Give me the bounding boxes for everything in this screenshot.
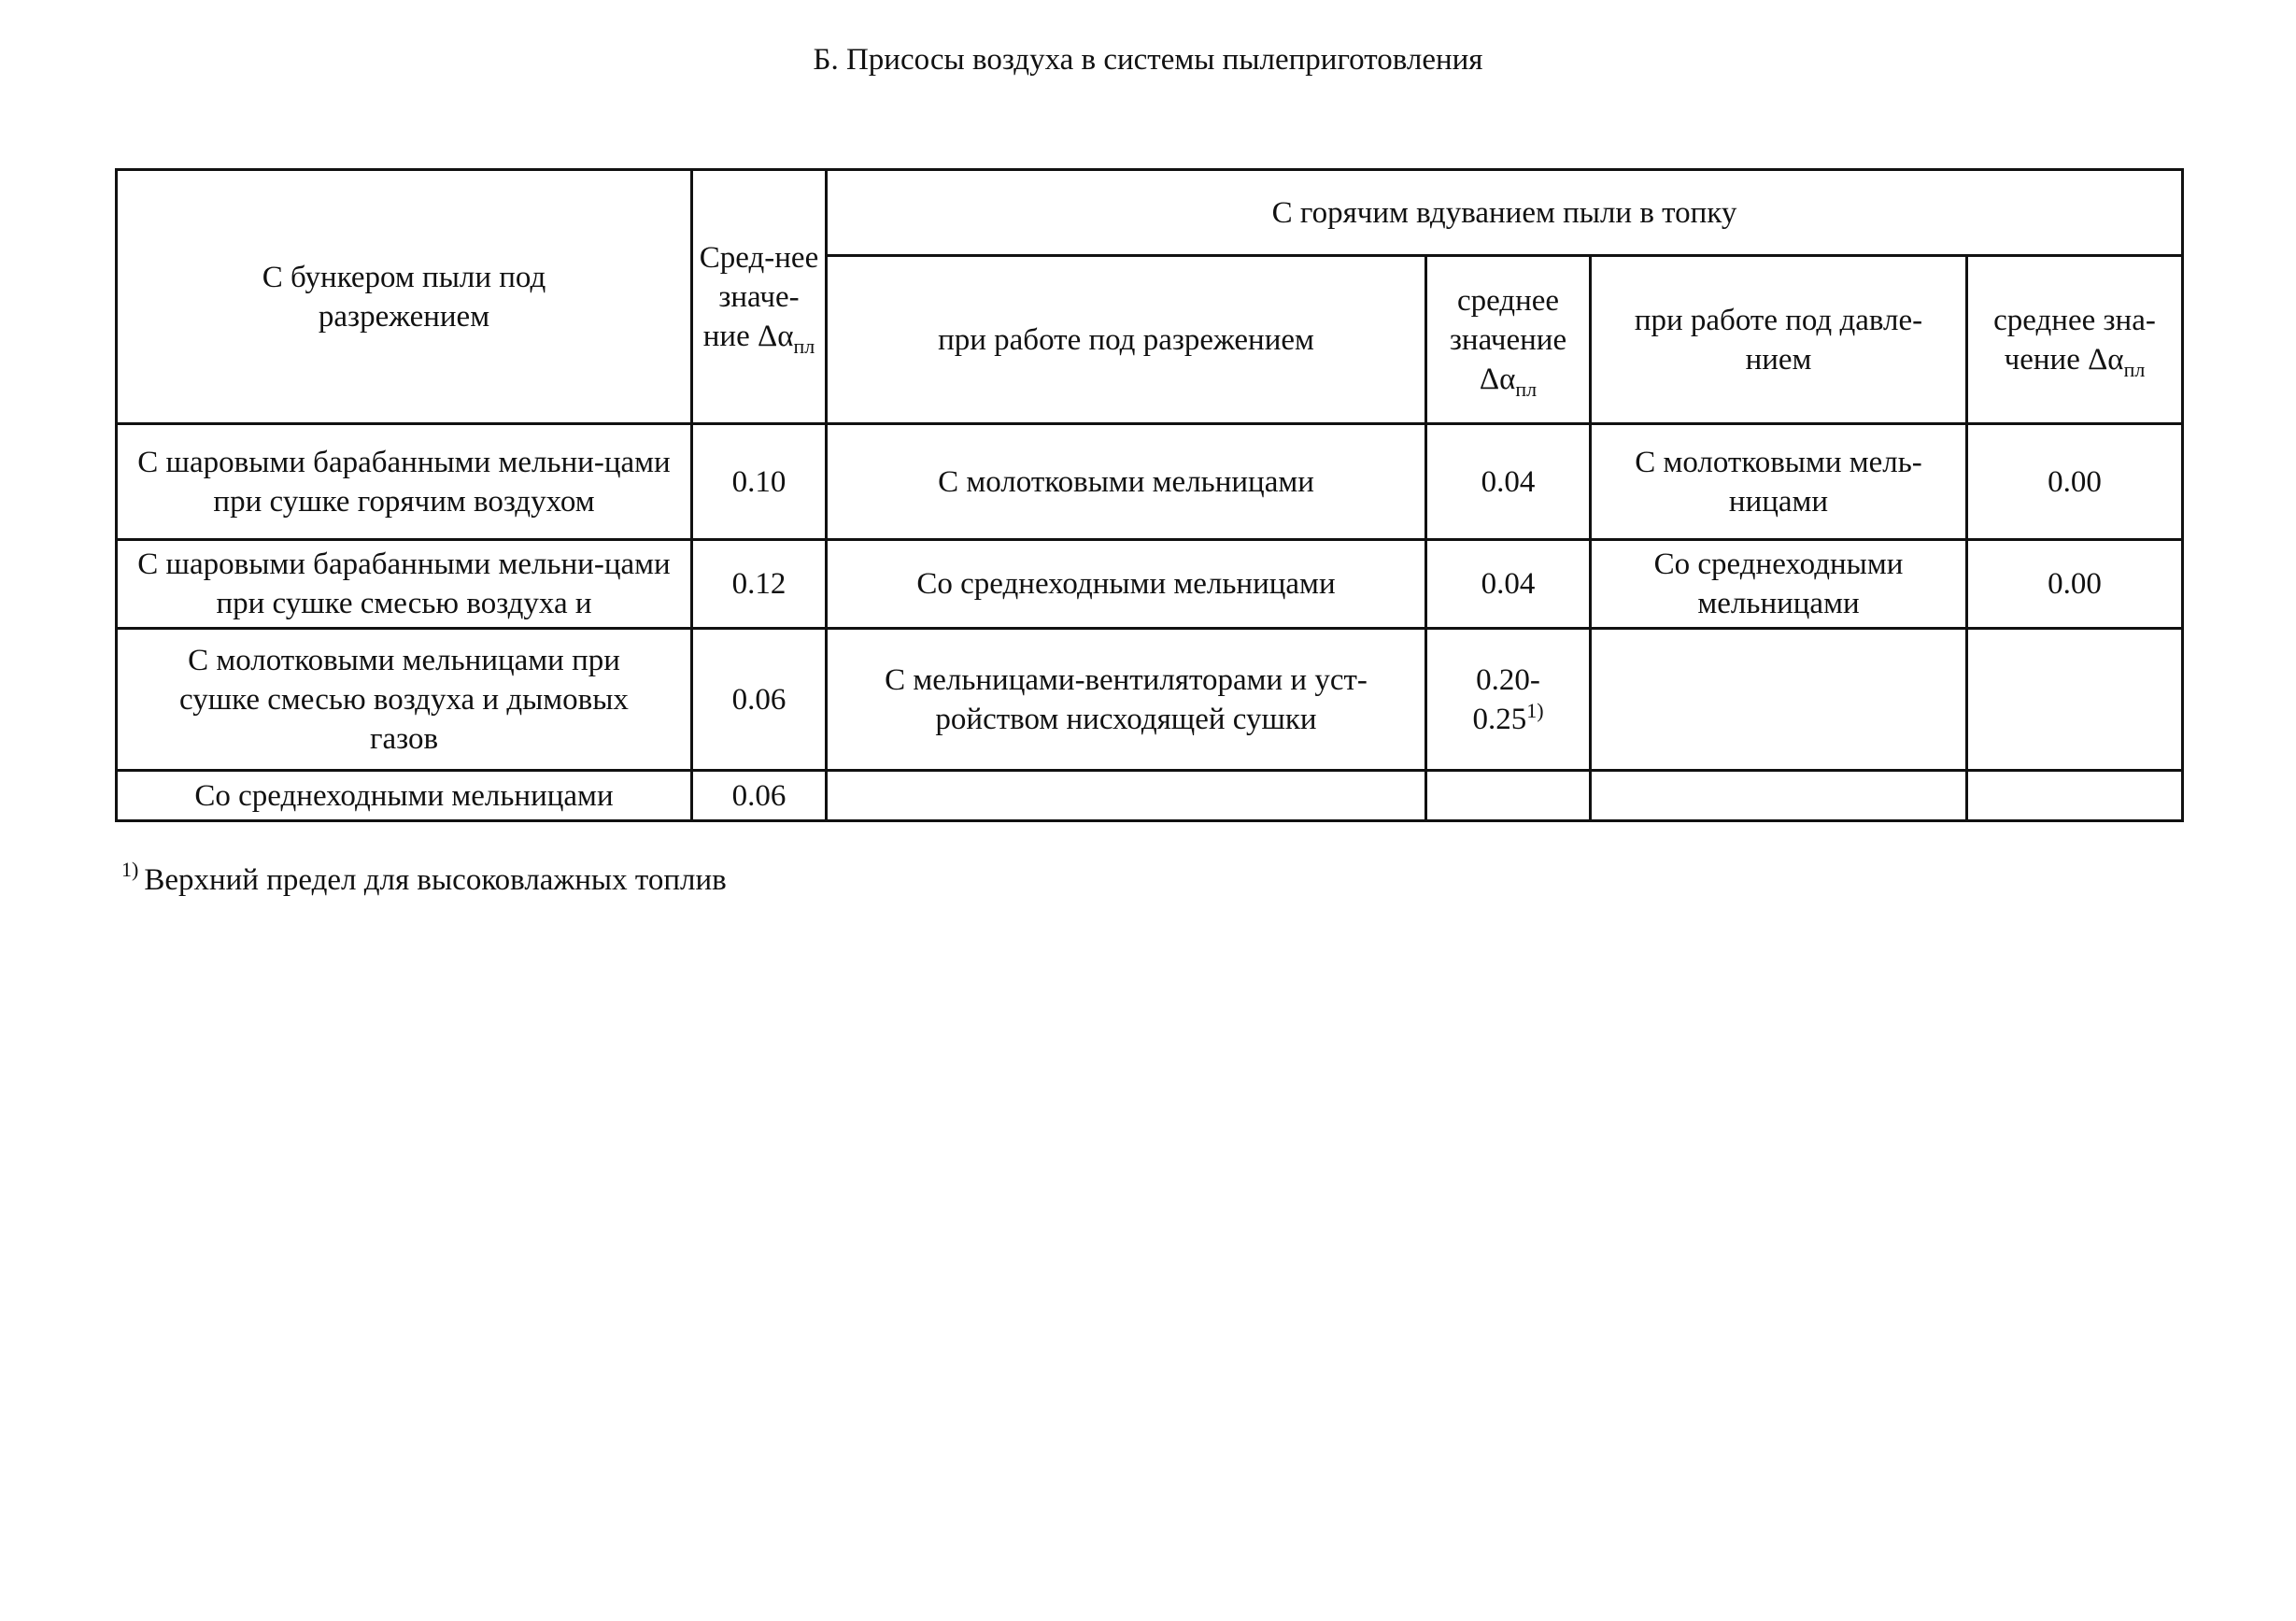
row-bunker-value: 0.06 (692, 629, 827, 771)
row-pressure-mill: С молотковыми мель-ницами (1591, 424, 1967, 540)
row-bunker-value: 0.06 (692, 771, 827, 821)
row-vacuum-value-text: 0.04 (1481, 464, 1536, 499)
row-bunker-mill: С шаровыми барабанными мельни-цами при сушке смесью воздуха и (117, 540, 692, 629)
header-under-pressure: при работе под давле-нием (1591, 256, 1967, 424)
row-pressure-value: 0.00 (1967, 540, 2183, 629)
page-title: Б. Присосы воздуха в системы пылеприготовления (813, 43, 1483, 77)
header-mean-value-pressure-subscript: пл (2123, 357, 2146, 381)
row-vacuum-mill: С мельницами-вентиляторами и уст-ройством нисходящей сушки (827, 629, 1426, 771)
row-bunker-mill: С шаровыми барабанными мельни-цами при сушке горячим воздухом (117, 424, 692, 540)
footnote-mark: 1) (121, 858, 139, 881)
header-mean-value-pressure-text: среднее зна-чение Δα (1993, 303, 2156, 377)
row-pressure-mill: Со среднеходными мельницами (1591, 540, 1967, 629)
row-pressure-mill (1591, 771, 1967, 821)
row-vacuum-value (1426, 629, 1591, 771)
row-vacuum-value (1426, 771, 1591, 821)
table-row (117, 771, 2183, 821)
air-inflow-table (115, 168, 2184, 822)
row-pressure-value (1967, 771, 2183, 821)
row-vacuum-value-text: 0.04 (1481, 567, 1536, 601)
table-header-row (117, 170, 2183, 256)
row-pressure-value (1967, 629, 2183, 771)
header-mean-value-vacuum-text: среднее значение Δα (1449, 283, 1567, 396)
row-bunker-value: 0.10 (692, 424, 827, 540)
row-bunker-mill: С молотковыми мельницами при сушке смесью воздуха и дымовых газов (117, 629, 692, 771)
header-hot-injection-group: С горячим вдуванием пыли в топку (827, 170, 2183, 256)
row-pressure-value: 0.00 (1967, 424, 2183, 540)
row-vacuum-value-text: 0.20-0.25 (1472, 662, 1540, 736)
header-bunker-under-vacuum: С бункером пыли под разрежением (117, 170, 692, 424)
row-vacuum-value (1426, 424, 1591, 540)
header-mean-value-subscript: пл (793, 334, 815, 358)
header-mean-value-pressure (1967, 256, 2183, 424)
table-row (117, 424, 2183, 540)
table-row (117, 540, 2183, 629)
header-mean-value-vacuum (1426, 256, 1591, 424)
row-vacuum-mill: С молотковыми мельницами (827, 424, 1426, 540)
footnote (121, 858, 727, 899)
row-vacuum-mill (827, 771, 1426, 821)
table-row (117, 629, 2183, 771)
row-vacuum-value-footnote: 1) (1526, 698, 1544, 722)
row-vacuum-value (1426, 540, 1591, 629)
header-mean-value-text: Сред-нее значе-ние Δα (699, 240, 819, 353)
row-vacuum-mill: Со среднеходными мельницами (827, 540, 1426, 629)
header-mean-value (692, 170, 827, 424)
header-under-vacuum: при работе под разрежением (827, 256, 1426, 424)
row-bunker-value: 0.12 (692, 540, 827, 629)
header-mean-value-vacuum-subscript: пл (1515, 377, 1538, 401)
row-pressure-mill (1591, 629, 1967, 771)
row-bunker-mill: Со среднеходными мельницами (117, 771, 692, 821)
footnote-text: Верхний предел для высоковлажных топлив (144, 863, 727, 897)
